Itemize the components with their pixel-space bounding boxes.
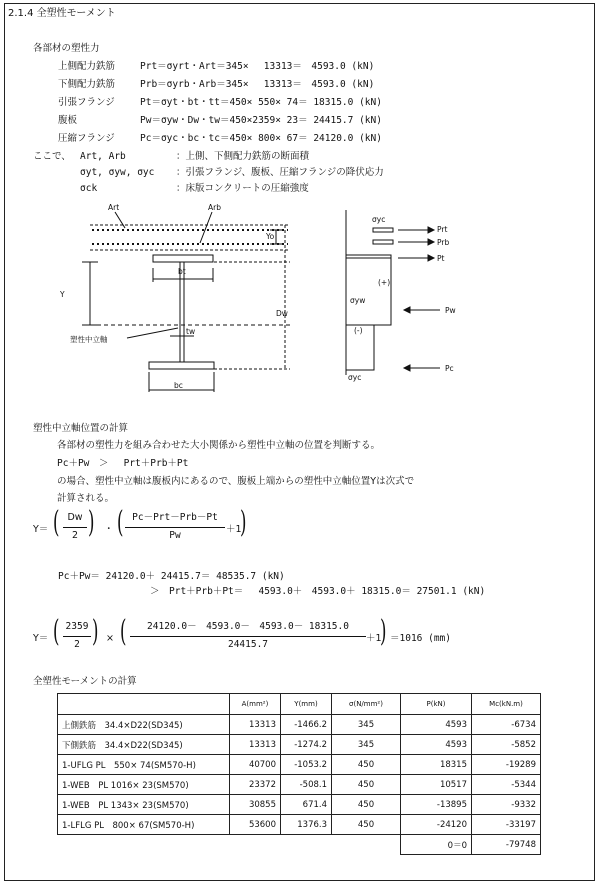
area-cell: 53600	[230, 815, 281, 835]
top-flange	[153, 255, 213, 262]
table-header-cell: Mc(kN.m)	[472, 694, 541, 715]
prb-label: Prb	[437, 238, 450, 247]
prt-label: Prt	[437, 225, 448, 234]
minus-label: (-)	[354, 326, 363, 335]
force-row-name: 引張フランジ	[58, 97, 115, 108]
sigma-yc-bot-label: σyc	[348, 373, 362, 382]
stress-tension-block	[346, 255, 391, 325]
force-row-name: 腹板	[58, 115, 78, 126]
force-row-name: 上側配力鉄筋	[58, 61, 116, 72]
y-cell: -1053.2	[281, 755, 332, 775]
stress-rebar-bot	[373, 240, 393, 244]
neutral-axis-label: 塑性中立軸	[70, 335, 108, 344]
where-label: ここで、	[33, 151, 71, 162]
sigma-cell: 450	[332, 815, 401, 835]
bc-label: bc	[174, 381, 183, 390]
plus-label: (+)	[378, 278, 391, 287]
area-cell: 13313	[230, 715, 281, 735]
table-header-cell: σ(N/mm²)	[332, 694, 401, 715]
member-cell: 上側鉄筋 34.4×D22(SD345)	[58, 715, 230, 735]
mc-cell: -5344	[472, 775, 541, 795]
p-cell: 18315	[401, 755, 472, 775]
yo-label: Yo	[266, 232, 275, 241]
neutral-axis-heading: 塑性中立軸位置の計算	[33, 423, 129, 434]
cross-section-diagram	[0, 0, 601, 420]
sigma-cell: 345	[332, 735, 401, 755]
y-cell: -508.1	[281, 775, 332, 795]
force-row-formula: Prb＝σyrb・Arb＝345× 13313＝ 4593.0 (kN)	[140, 79, 375, 90]
sum-line-1: Pc＋Pw＝ 24120.0＋ 24415.7＝ 48535.7 (kN)	[58, 571, 285, 582]
bt-label: bt	[178, 267, 186, 276]
member-cell: 1-UFLG PL 550× 74(SM570-H)	[58, 755, 230, 775]
table-row	[58, 715, 541, 735]
table-row	[58, 795, 541, 815]
area-cell: 30855	[230, 795, 281, 815]
sigma-yc-top-label: σyc	[372, 215, 386, 224]
total-mc-cell: -79748	[472, 835, 541, 855]
force-row-formula: Pw＝σyw・Dw・tw＝450×2359× 23＝ 24415.7 (kN)	[140, 115, 382, 126]
stress-rebar-top	[373, 228, 393, 232]
mc-cell: -33197	[472, 815, 541, 835]
force-row-name: 圧縮フランジ	[58, 133, 115, 144]
def-symbol: σyt, σyw, σyc	[80, 167, 155, 178]
sigma-yw-label: σyw	[350, 296, 366, 305]
table-header-cell: P(kN)	[401, 694, 472, 715]
table-header-cell: A(mm²)	[230, 694, 281, 715]
def-symbol: σck	[80, 183, 98, 194]
tw-label: tw	[186, 327, 196, 336]
table-row	[58, 815, 541, 835]
total-p-cell: 0＝0	[401, 835, 472, 855]
pc-label: Pc	[445, 364, 454, 373]
def-symbol: Art, Arb	[80, 151, 126, 162]
neutral-axis-text2: の場合、塑性中立軸は腹板内にあるので、腹板上端からの塑性中立軸位置Yは次式で	[57, 476, 415, 487]
table-header-row	[58, 694, 541, 715]
section-title: 2.1.4 全塑性モーメント	[8, 8, 116, 19]
y-cell: -1466.2	[281, 715, 332, 735]
table-row	[58, 735, 541, 755]
inequality: Pc＋Pw ＞ Prt＋Prb＋Pt	[57, 458, 189, 469]
p-cell: -24120	[401, 815, 472, 835]
member-cell: 1-WEB PL 1343× 23(SM570)	[58, 795, 230, 815]
y-cell: 1376.3	[281, 815, 332, 835]
moment-table	[57, 693, 541, 855]
sigma-cell: 450	[332, 775, 401, 795]
sigma-cell: 345	[332, 715, 401, 735]
moment-heading: 全塑性モーメントの計算	[33, 676, 137, 687]
mc-cell: -5852	[472, 735, 541, 755]
sigma-cell: 450	[332, 755, 401, 775]
neutral-axis-text1: 各部材の塑性力を組み合わせた大小関係から塑性中立軸の位置を判断する。	[57, 440, 381, 451]
member-cell: 1-WEB PL 1016× 23(SM570)	[58, 775, 230, 795]
sum-line-2: ＞ Prt＋Prb＋Pt＝ 4593.0＋ 4593.0＋ 18315.0＝ 27501.1 (kN)	[150, 586, 486, 597]
sigma-cell: 450	[332, 795, 401, 815]
p-cell: 4593	[401, 715, 472, 735]
force-row-formula: Prt＝σyrt・Art＝345× 13313＝ 4593.0 (kN)	[140, 61, 375, 72]
force-row-formula: Pc＝σyc・bc・tc＝450× 800× 67＝ 24120.0 (kN)	[140, 133, 382, 144]
neutral-axis-text3: 計算される。	[57, 493, 115, 504]
bottom-flange	[149, 362, 214, 369]
mc-cell: -19289	[472, 755, 541, 775]
area-cell: 23372	[230, 775, 281, 795]
table-total-row	[58, 835, 541, 855]
p-cell: 10517	[401, 775, 472, 795]
y-label: Y	[60, 290, 65, 299]
table-row	[58, 775, 541, 795]
p-cell: -13895	[401, 795, 472, 815]
plastic-forces-heading: 各部材の塑性力	[33, 43, 100, 54]
member-cell: 下側鉄筋 34.4×D22(SD345)	[58, 735, 230, 755]
y-cell: -1274.2	[281, 735, 332, 755]
force-row-formula: Pt＝σyt・bt・tt＝450× 550× 74＝ 18315.0 (kN)	[140, 97, 382, 108]
y-cell: 671.4	[281, 795, 332, 815]
table-row	[58, 755, 541, 775]
def-description: ：上側、下側配力鉄筋の断面積	[176, 151, 310, 162]
mc-cell: -6734	[472, 715, 541, 735]
dw-label: Dw	[276, 309, 288, 318]
art-label: Art	[108, 203, 120, 212]
pw-label: Pw	[445, 306, 456, 315]
def-description: ：引張フランジ、腹板、圧縮フランジの降伏応力	[176, 167, 384, 178]
def-description: ：床版コンクリートの圧縮強度	[176, 183, 309, 194]
pt-label: Pt	[437, 254, 445, 263]
member-cell: 1-LFLG PL 800× 67(SM570-H)	[58, 815, 230, 835]
table-header-cell: Y(mm)	[281, 694, 332, 715]
area-cell: 40700	[230, 755, 281, 775]
table-header-cell	[58, 694, 230, 715]
arb-label: Arb	[208, 203, 221, 212]
p-cell: 4593	[401, 735, 472, 755]
force-row-name: 下側配力鉄筋	[58, 79, 116, 90]
mc-cell: -9332	[472, 795, 541, 815]
area-cell: 13313	[230, 735, 281, 755]
